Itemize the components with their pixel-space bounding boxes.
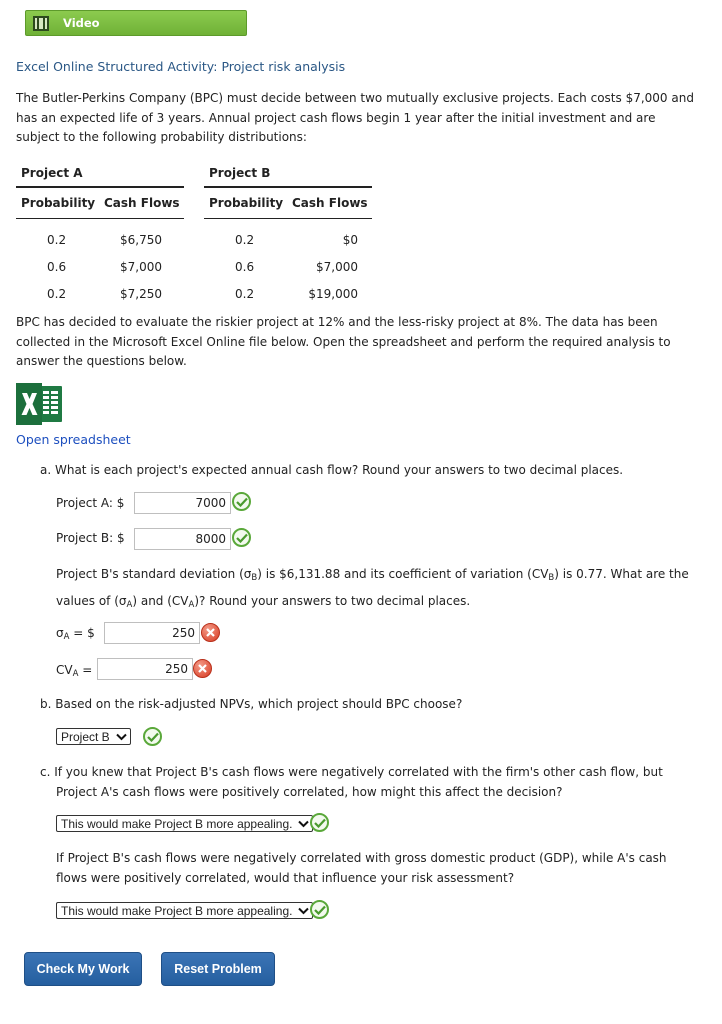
project-b-input[interactable]: 8000: [134, 528, 231, 550]
project-b-table: [204, 160, 372, 308]
table-row: [16, 281, 184, 308]
question-c-text: [40, 762, 700, 802]
chevron-down-icon: [116, 733, 127, 741]
open-spreadsheet-link[interactable]: Open spreadsheet: [16, 432, 131, 447]
table-row: [204, 227, 372, 254]
question-a-text: a. What is each project's expected annual cash flow? Round your answers to two decimal places.: [40, 463, 624, 477]
incorrect-x-icon: [193, 659, 212, 678]
project-choice-select[interactable]: [56, 728, 131, 745]
sd-paragraph: [56, 564, 706, 615]
table-row: [204, 254, 372, 281]
cv-a-label: $CV_A$ =: [56, 663, 93, 679]
video-button[interactable]: [25, 10, 247, 36]
cf-cell: $7,000: [316, 260, 358, 274]
reset-problem-button[interactable]: Reset Problem: [161, 952, 275, 986]
project-a-table: [16, 160, 184, 308]
gdp-question-line: If Project B's cash flows were negatively correlated with gross domestic product (GDP), while A's cash: [56, 851, 667, 865]
cf-cell: $0: [342, 233, 358, 247]
chevron-down-icon: [298, 907, 309, 915]
correct-check-icon: [310, 813, 329, 832]
project-a-label: Project A: $: [56, 496, 125, 510]
col-header: Cash Flows: [292, 195, 368, 210]
activity-title: Excel Online Structured Activity: Project risk analysis: [16, 59, 346, 74]
intro-line: The Butler-Perkins Company (BPC) must decide between two mutually exclusive projects. Each costs $7,000 and: [16, 91, 694, 105]
prob-cell: 0.2: [47, 287, 67, 301]
correct-check-icon: [310, 900, 329, 919]
cf-cell: $7,250: [120, 287, 162, 301]
prob-cell: 0.6: [235, 260, 255, 274]
gdp-question-text: [56, 848, 706, 888]
cf-cell: $19,000: [308, 287, 358, 301]
sd-line-2: values of $(\sigma_A)$ and $(CV_A)$? Round your answers to two decimal places.: [56, 594, 471, 610]
project-a-input[interactable]: 7000: [134, 492, 231, 514]
correct-check-icon: [143, 727, 162, 746]
evaluation-paragraph: [16, 313, 706, 372]
question-c-line: c. If you knew that Project B's cash flows were negatively correlated with the firm's other cash flow, but: [40, 765, 663, 779]
prob-cell: 0.2: [47, 233, 67, 247]
select-value: This would make Project B more appealing.: [61, 903, 293, 918]
intro-paragraph: [16, 89, 706, 148]
table-row: [16, 254, 184, 281]
sigma-a-input[interactable]: 250: [104, 622, 200, 644]
evaluation-line: collected in the Microsoft Excel Online file below. Open the spreadsheet and perform the required analysis to: [16, 334, 671, 349]
evaluation-line: BPC has decided to evaluate the riskier project at 12% and the less-risky project at 8%. The data has been: [16, 315, 658, 329]
question-c-line: Project A's cash flows were positively correlated, how might this affect the decision?: [56, 785, 563, 799]
question-b-text: b. Based on the risk-adjusted NPVs, which project should BPC choose?: [40, 697, 463, 711]
prob-cell: 0.2: [235, 233, 255, 247]
col-header: Cash Flows: [104, 195, 180, 210]
gdp-question-line: flows were positively correlated, would that influence your risk assessment?: [56, 871, 515, 885]
table-row: [16, 227, 184, 254]
cv-a-input[interactable]: 250: [97, 658, 193, 680]
incorrect-x-icon: [201, 623, 220, 642]
project-b-title: Project B: [209, 166, 271, 180]
correct-check-icon: [232, 492, 251, 511]
intro-line: has an expected life of 3 years. Annual project cash flows begin 1 year after the initial investment and are: [16, 110, 656, 125]
film-icon: [33, 16, 49, 31]
cf-cell: $7,000: [120, 260, 162, 274]
sigma-a-label: $\sigma_A$ = $: [56, 626, 95, 642]
select-value: Project B: [61, 729, 110, 744]
video-label: Video: [63, 16, 100, 30]
excel-icon[interactable]: [16, 383, 64, 425]
prob-cell: 0.6: [47, 260, 67, 274]
project-a-title: Project A: [21, 166, 83, 180]
intro-line: subject to the following probability distributions:: [16, 130, 307, 144]
col-header: Probability: [21, 195, 96, 210]
correct-check-icon: [232, 528, 251, 547]
project-b-label: Project B: $: [56, 531, 125, 545]
select-value: This would make Project B more appealing.: [61, 816, 293, 831]
cf-cell: $6,750: [120, 233, 162, 247]
evaluation-line: answer the questions below.: [16, 354, 187, 368]
correlation-gdp-select[interactable]: [56, 902, 313, 919]
chevron-down-icon: [298, 820, 309, 828]
table-row: [204, 281, 372, 308]
prob-cell: 0.2: [235, 287, 255, 301]
correlation-firm-select[interactable]: [56, 815, 313, 832]
check-my-work-button[interactable]: Check My Work: [24, 952, 142, 986]
sd-line-1: Project B's standard deviation $(\sigma_B)$ is $6,131.88 and its coefficient of variation $(CV_B)$ is 0.77. What are the: [56, 567, 689, 583]
col-header: Probability: [209, 195, 284, 210]
